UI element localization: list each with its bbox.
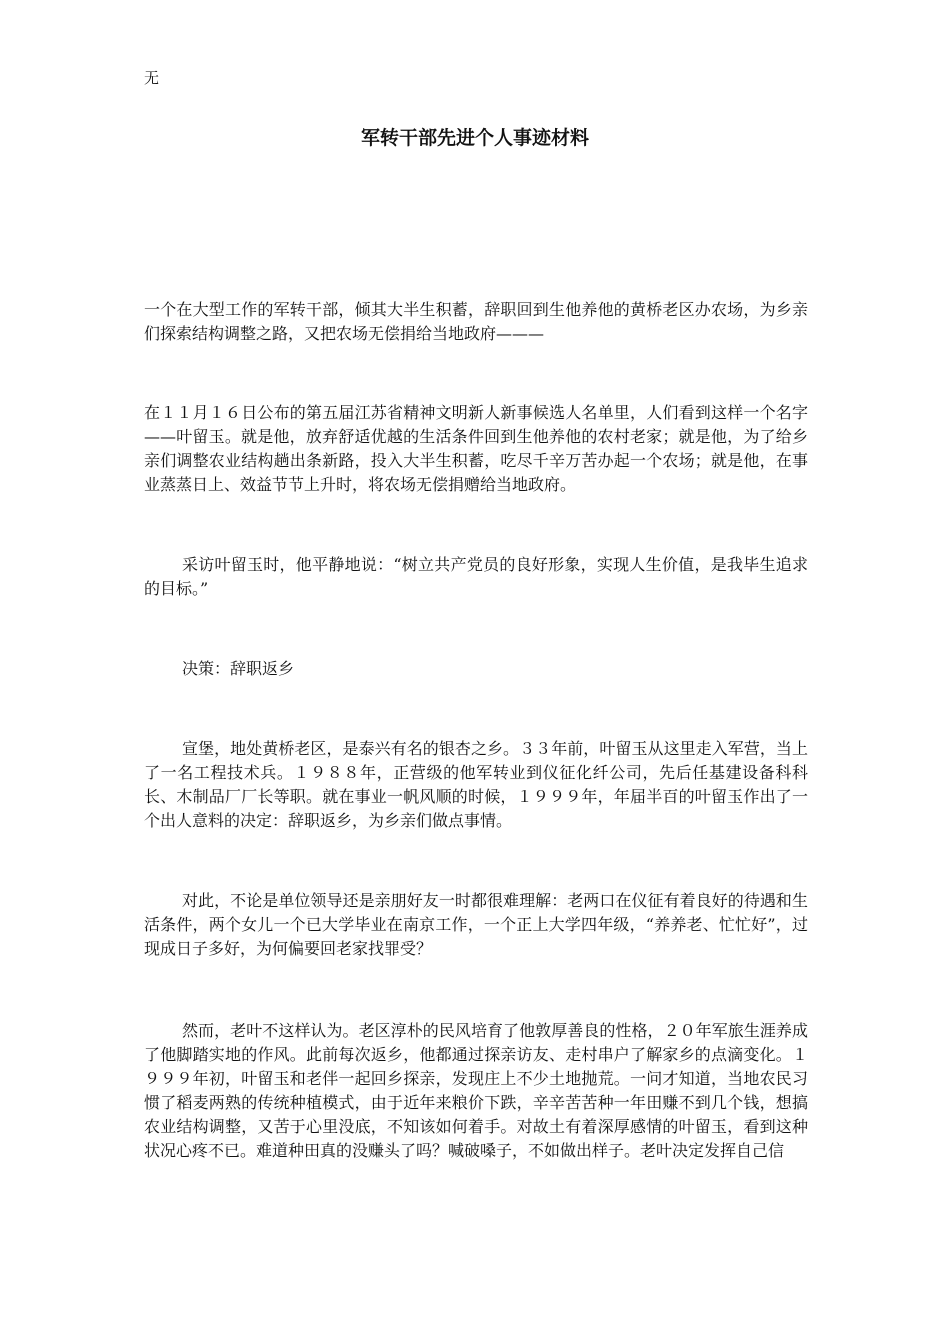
paragraph-nomination: 在１１月１６日公布的第五届江苏省精神文明新人新事候选人名单里，人们看到这样一个名字——叶留玉。就是他，放弃舒适优越的生活条件回到生他养他的农村老家；就是他，为了给乡亲们调整农业结构趟出条新路，投入大半生积蓄，吃尽千辛万苦办起一个农场；就是他，在事业蒸蒸日上、效益节节上升时，将农场无偿捐赠给当地政府。	[144, 403, 808, 494]
document-body	[144, 298, 808, 1163]
header-mark: 无	[144, 69, 160, 87]
paragraph-quote: 采访叶留玉时，他平静地说：“树立共产党员的良好形象，实现人生价值，是我毕生追求的目标。”	[144, 555, 808, 598]
paragraph-motivation: 然而，老叶不这样认为。老区淳朴的民风培育了他敦厚善良的性格，２０年军旅生涯养成了他脚踏实地的作风。此前每次返乡，他都通过探亲访友、走村串户了解家乡的点滴变化。１９９９年初，叶留玉和老伴一起回乡探亲，发现庄上不少土地抛荒。一问才知道，当地农民习惯了稻麦两熟的传统种植模式，由于近年来粮价下跌，辛辛苦苦种一年田赚不到几个钱，想搞农业结构调整，又苦于心里没底，不知该如何着手。对故土有着深厚感情的叶留玉，看到这种状况心疼不已。难道种田真的没赚头了吗？喊破嗓子，不如做出样子。老叶决定发挥自己信	[144, 1021, 808, 1160]
paragraph-reaction: 对此，不论是单位领导还是亲朋好友一时都很难理解：老两口在仪征有着良好的待遇和生活条件，两个女儿一个已大学毕业在南京工作，一个正上大学四年级，“养养老、忙忙好”，过现成日子多好，为何偏要回老家找罪受？	[144, 891, 808, 958]
paragraph-intro: 一个在大型工作的军转干部，倾其大半生积蓄，辞职回到生他养他的黄桥老区办农场，为乡亲们探索结构调整之路，又把农场无偿捐给当地政府———	[144, 300, 808, 343]
section-heading: 决策：辞职返乡	[182, 659, 295, 678]
paragraph-background: 宣堡，地处黄桥老区，是泰兴有名的银杏之乡。３３年前，叶留玉从这里走入军营，当上了一名工程技术兵。１９８８年，正营级的他军转业到仪征化纤公司，先后任基建设备科科长、木制品厂厂长等职。就在事业一帆风顺的时候，１９９９年，年届半百的叶留玉作出了一个出人意料的决定：辞职返乡，为乡亲们做点事情。	[144, 739, 808, 830]
document-title: 军转干部先进个人事迹材料	[360, 127, 589, 149]
